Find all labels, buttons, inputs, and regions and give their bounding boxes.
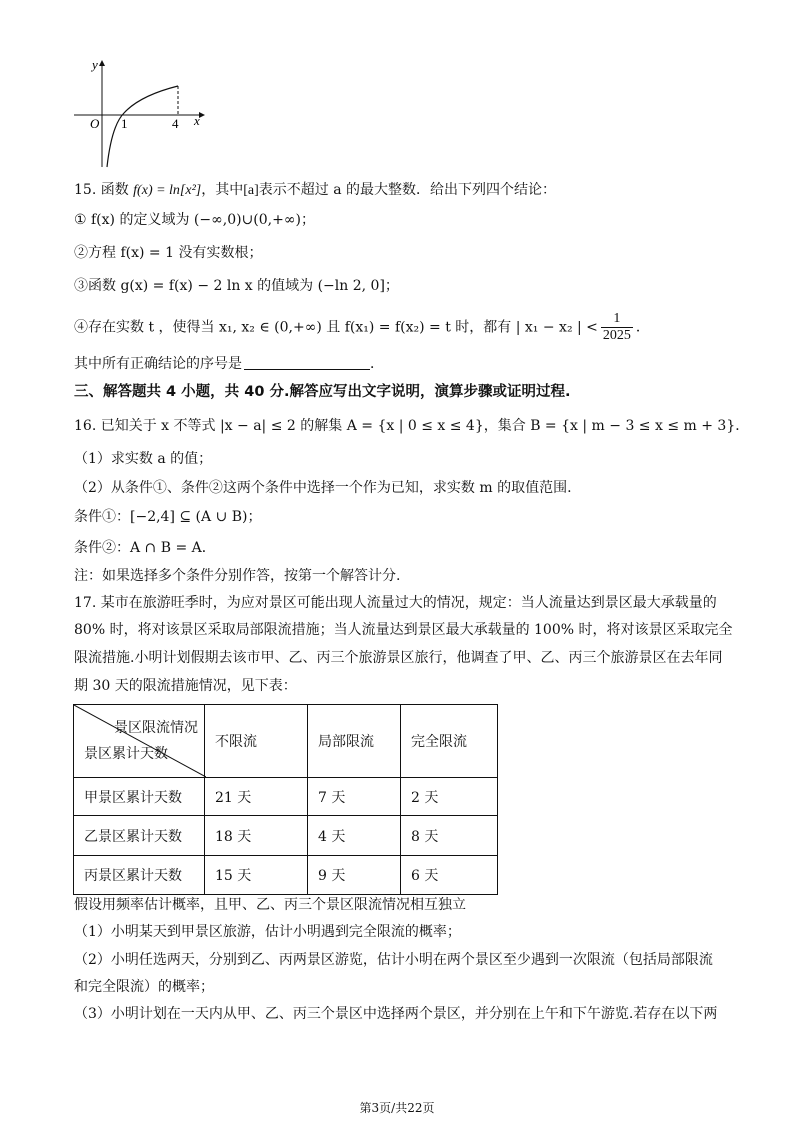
- q17-assumption: 假设用频率估计概率，且甲、乙、丙三个景区限流情况相互独立: [74, 897, 466, 913]
- table-cell: 21 天: [205, 778, 308, 816]
- q15-conclusion-3: ③函数 g(x) = f(x) − 2 ln x 的值域为 (−ln 2, 0]；: [74, 278, 399, 294]
- col-header-0: 不限流: [205, 705, 308, 778]
- table-row: [74, 856, 498, 895]
- origin-label: O: [90, 116, 100, 131]
- q15-c4-end: ．: [635, 319, 650, 336]
- q16-note: 注：如果选择多个条件分别作答，按第一个解答计分.: [74, 568, 401, 584]
- table-row: [74, 778, 498, 816]
- q15-stem-func: f(x) = ln[x²]: [133, 183, 202, 198]
- q15-c4-text: ④存在实数 t ，使得当 x₁, x₂ ∈ (0,+∞) 且 f(x₁) = f(x₂) = t 时，都有 | x₁ − x₂ | <: [74, 319, 598, 336]
- q15-conclusion-4: [74, 311, 650, 344]
- table-corner-cell: [74, 705, 205, 778]
- table-row: [74, 816, 498, 856]
- function-graph: [70, 55, 210, 170]
- q17-line-2: 80% 时，将对该景区采取局部限流措施；当人流量达到景区最大承载量的 100% 时，将对该景区采取完全: [74, 622, 733, 638]
- q15-stem-bracket: [a]: [243, 183, 259, 198]
- x-axis-label: x: [194, 113, 200, 128]
- table-cell: 7 天: [308, 778, 401, 816]
- q17-part-2b: 和完全限流）的概率；: [74, 979, 214, 995]
- tick-label-4: 4: [172, 116, 179, 131]
- corner-top-label: 景区限流情况: [114, 720, 198, 736]
- q16-stem: 16. 已知关于 x 不等式 |x − a| ≤ 2 的解集 A = {x | 0 ≤ x ≤ 4}，集合 B = {x | m − 3 ≤ x ≤ m + 3}．: [74, 418, 750, 434]
- q16-part-2: （2）从条件①、条件②这两个条件中选择一个作为已知，求实数 m 的取值范围.: [74, 480, 572, 496]
- q15-tail: [74, 354, 384, 374]
- table-cell: 9 天: [308, 856, 401, 895]
- corner-bottom-label: 景区累计天数: [84, 746, 168, 762]
- q16-part-1: （1）求实数 a 的值；: [74, 451, 213, 467]
- q17-part-2a: （2）小明任选两天，分别到乙、丙两景区游览，估计小明在两个景区至少遇到一次限流（包括局部限流: [74, 952, 713, 968]
- scenic-limit-table: [73, 704, 498, 895]
- log-curve: [107, 86, 178, 167]
- col-header-2: 完全限流: [401, 705, 498, 778]
- q17-line-3: 限流措施.小明计划假期去该市甲、乙、丙三个旅游景区旅行，他调查了甲、乙、丙三个旅游景区在去年同: [74, 650, 723, 666]
- table-cell: 4 天: [308, 816, 401, 856]
- table-cell: 18 天: [205, 816, 308, 856]
- diagonal-line: [74, 705, 206, 777]
- q15-tail-end: ．: [370, 356, 384, 372]
- tick-label-1: 1: [121, 116, 128, 131]
- q17-part-3: （3）小明计划在一天内从甲、乙、丙三个景区中选择两个景区，并分别在上午和下午游览.若存在以下两: [74, 1006, 718, 1022]
- q17-line-1: 17. 某市在旅游旺季时，为应对景区可能出现人流量过大的情况，规定：当人流量达到景区最大承载量的: [74, 595, 717, 611]
- y-axis-label: y: [92, 57, 98, 72]
- q17-part-1: （1）小明某天到甲景区旅游，估计小明遇到完全限流的概率；: [74, 924, 461, 940]
- q15-tail-text: 其中所有正确结论的序号是: [74, 356, 242, 372]
- col-header-1: 局部限流: [308, 705, 401, 778]
- q16-condition-2: 条件②：A ∩ B = A．: [74, 540, 216, 556]
- q15-stem: [74, 180, 556, 201]
- row-name: 甲景区累计天数: [74, 778, 205, 816]
- q15-stem-b: ，其中: [201, 182, 244, 198]
- q15-c4-fraction: [601, 311, 633, 344]
- answer-blank[interactable]: [244, 355, 370, 370]
- q15-conclusion-2: ②方程 f(x) = 1 没有实数根；: [74, 245, 263, 261]
- q17-line-4: 期 30 天的限流措施情况，见下表：: [74, 678, 297, 694]
- fraction-denominator: 2025: [602, 328, 631, 343]
- table-header-row: [74, 705, 498, 778]
- section-3-heading: 三、解答题共 4 小题，共 40 分.解答应写出文字说明，演算步骤或证明过程.: [74, 384, 571, 400]
- table-cell: 6 天: [401, 856, 498, 895]
- q15-stem-c: 表示不超过 a 的最大整数．给出下列四个结论：: [258, 182, 557, 198]
- page-footer: 第3页/共22页: [359, 1101, 435, 1115]
- q15-conclusion-1: ① f(x) 的定义域为 (−∞,0)∪(0,+∞)；: [74, 212, 315, 228]
- row-name: 乙景区累计天数: [74, 816, 205, 856]
- q16-condition-1: 条件①：[−2,4] ⊆ (A ∪ B)；: [74, 509, 262, 525]
- table-cell: 2 天: [401, 778, 498, 816]
- table-cell: 8 天: [401, 816, 498, 856]
- fraction-numerator: 1: [601, 311, 633, 328]
- q15-stem-a: 15. 函数: [74, 182, 134, 198]
- table-cell: 15 天: [205, 856, 308, 895]
- row-name: 丙景区累计天数: [74, 856, 205, 895]
